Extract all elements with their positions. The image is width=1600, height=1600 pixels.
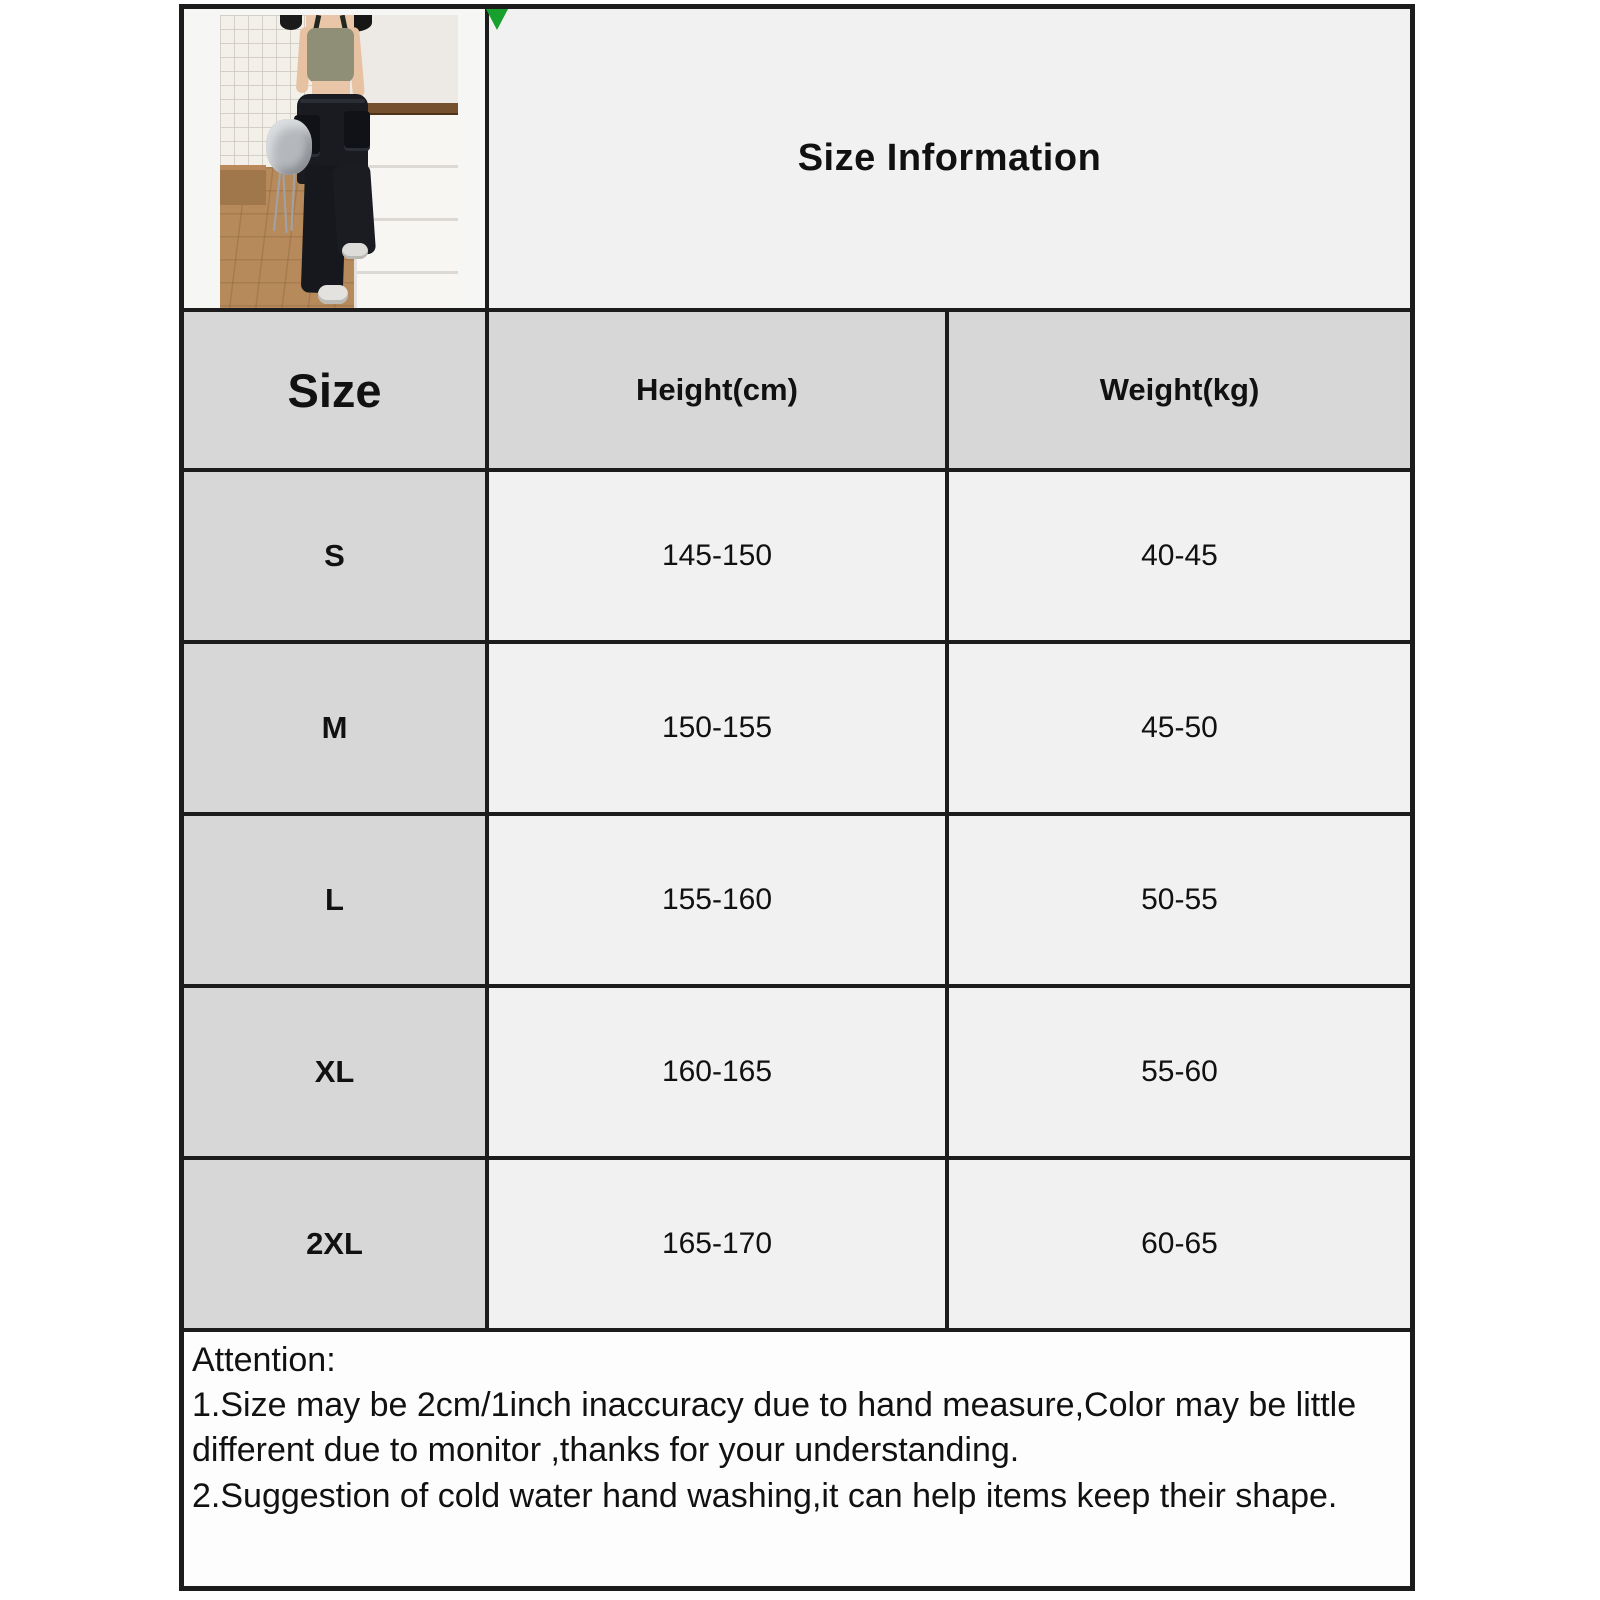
size-cell: XL [184,988,489,1156]
attention-section [184,1332,1410,1586]
attention-note: 2.Suggestion of cold water hand washing,it can help items keep their shape. [192,1476,1338,1515]
table-row [184,644,1410,816]
sneaker [318,285,348,304]
column-header-height: Height(cm) [489,312,949,468]
pants-waistband [300,99,365,103]
column-header-size: Size [184,312,489,468]
weight-cell: 50-55 [949,816,1410,984]
attention-note: 1.Size may be 2cm/1inch inaccuracy due to hand measure,Color may be little different due to monitor ,thanks for your understanding. [192,1386,1357,1470]
height-cell: 160-165 [489,988,949,1156]
weight-cell: 45-50 [949,644,1410,812]
height-cell: 155-160 [489,816,949,984]
column-header-weight: Weight(kg) [1099,372,1260,407]
weight-cell: 40-45 [949,472,1410,640]
height-cell: 145-150 [489,472,949,640]
product-photo [220,15,458,308]
product-photo-cell [184,9,489,308]
attention-heading: Attention: [192,1341,336,1379]
silver-bag [266,119,312,175]
crop-top [307,28,354,83]
weight-cell: 60-65 [949,1160,1410,1328]
column-header-row [184,312,1410,472]
height-cell: 165-170 [489,1160,949,1328]
sneaker [342,243,368,259]
green-corner-marker-icon [486,9,508,30]
height-cell: 150-155 [489,644,949,812]
table-row [184,1160,1410,1332]
table-row [184,816,1410,988]
table-row [184,988,1410,1160]
model-hair [280,15,302,30]
size-cell: M [184,644,489,812]
size-cell: L [184,816,489,984]
size-cell: 2XL [184,1160,489,1328]
wood-step [220,165,266,205]
top-row [184,9,1410,312]
size-cell: S [184,472,489,640]
table-row [184,472,1410,644]
weight-cell: 55-60 [949,988,1410,1156]
page-title: Size Information [797,137,1102,179]
title-cell [489,9,1410,308]
size-chart [179,4,1415,1591]
cargo-pocket [344,111,370,151]
